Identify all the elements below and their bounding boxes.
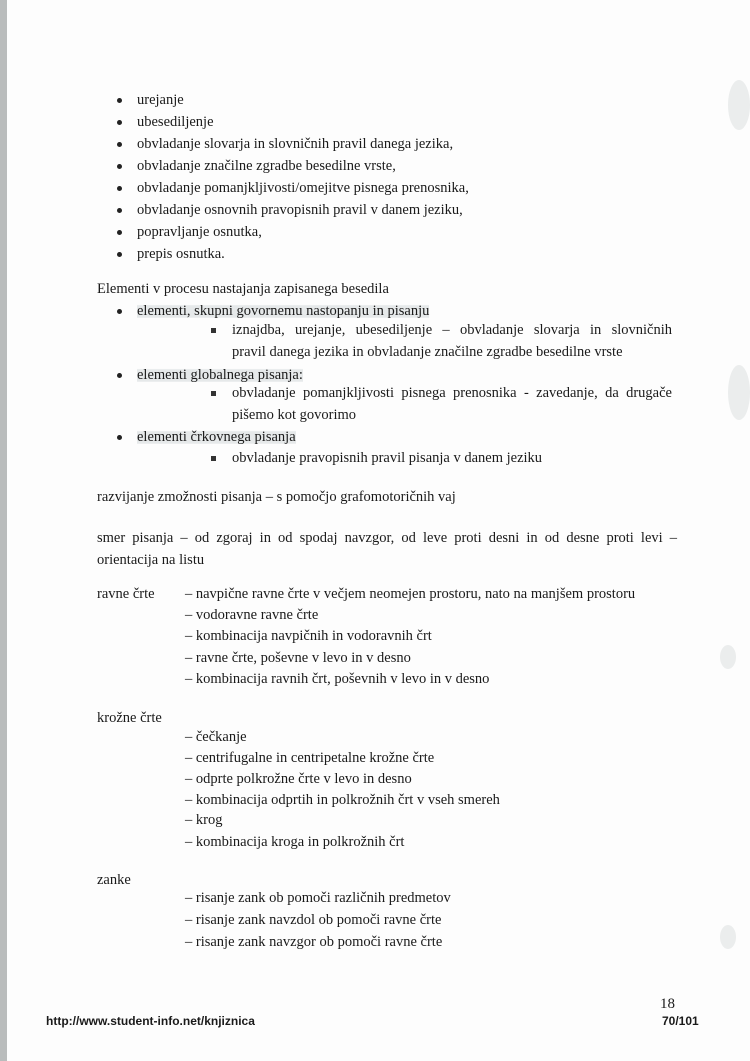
paragraph-cont: orientacija na listu [97,552,205,568]
group-item: – centrifugalne in centripetalne krožne črte [185,750,435,766]
group-item: – odprte polkrožne črte v levo in desno [185,771,412,787]
list-item: prepis osnutka. [137,246,225,262]
scan-edge [0,0,7,1061]
paragraph: razvijanje zmožnosti pisanja – s pomočjo grafomotoričnih vaj [97,489,456,505]
punch-hole-mark [728,365,750,420]
list-item: urejanje [137,92,184,108]
list-item: obvladanje pomanjkljivosti/omejitve pisnega prenosnika, [137,180,469,196]
bullet-icon [117,164,122,169]
bullet-icon [117,186,122,191]
paragraph: smer pisanja – od zgoraj in od spodaj navzgor, od leve proti desni in od desne proti levi – [97,530,677,546]
group-item: – risanje zank ob pomoči različnih predmetov [185,890,451,906]
footer-page-count: 70/101 [662,1014,699,1028]
group-item: – kombinacija odprtih in polkrožnih črt v vseh smereh [185,792,500,808]
square-bullet-icon [211,456,216,461]
list-item: obvladanje osnovnih pravopisnih pravil v danem jeziku, [137,202,463,218]
group-item: – krog [185,812,223,828]
bullet-icon [117,230,122,235]
list-item: obvladanje značilne zgradbe besedilne vrste, [137,158,396,174]
bullet-icon [117,309,122,314]
bullet-icon [117,142,122,147]
sub-item-cont: pišemo kot govorimo [232,407,357,423]
bullet-icon [117,435,122,440]
group-item: – navpične ravne črte v večjem neomejen prostoru, nato na manjšem prostoru [185,586,636,602]
bullet-icon [117,373,122,378]
group-label: zanke [97,872,131,888]
bullet-icon [117,120,122,125]
list-item: ubesediljenje [137,114,214,130]
group-item: – kombinacija navpičnih in vodoravnih črt [185,628,432,644]
footer-url[interactable]: http://www.student-info.net/knjiznica [46,1014,255,1028]
sub-item: obvladanje pravopisnih pravil pisanja v danem jeziku [232,450,543,466]
square-bullet-icon [211,391,216,396]
group-item: – kombinacija kroga in polkrožnih črt [185,834,405,850]
punch-hole-mark [720,645,736,669]
punch-hole-mark [720,925,736,949]
list-item: elementi globalnega pisanja: [137,367,303,383]
list-item: elementi črkovnega pisanja [137,429,296,445]
punch-hole-mark [728,80,750,130]
group-item: – kombinacija ravnih črt, poševnih v levo in v desno [185,671,490,687]
list-item: popravljanje osnutka, [137,224,262,240]
group-item: – risanje zank navzdol ob pomoči ravne črte [185,912,442,928]
bullet-icon [117,208,122,213]
bullet-icon [117,98,122,103]
square-bullet-icon [211,328,216,333]
group-label: ravne črte [97,586,155,602]
group-label: krožne črte [97,710,162,726]
list-item: elementi, skupni govornemu nastopanju in pisanju [137,303,430,319]
sub-item: iznajdba, urejanje, ubesediljenje – obvladanje slovarja in slovničnih [232,322,672,338]
group-item: – risanje zank navzgor ob pomoči ravne črte [185,934,443,950]
group-item: – čečkanje [185,729,247,745]
sub-item: obvladanje pomanjkljivosti pisnega prenosnika - zavedanje, da drugače [232,385,672,401]
section-heading: Elementi v procesu nastajanja zapisanega besedila [97,281,389,297]
list-item: obvladanje slovarja in slovničnih pravil danega jezika, [137,136,454,152]
group-item: – vodoravne ravne črte [185,607,319,623]
sub-item-cont: pravil danega jezika in obvladanje značilne zgradbe besedilne vrste [232,344,623,360]
bullet-icon [117,252,122,257]
page-number: 18 [660,996,675,1012]
group-item: – ravne črte, poševne v levo in v desno [185,650,411,666]
